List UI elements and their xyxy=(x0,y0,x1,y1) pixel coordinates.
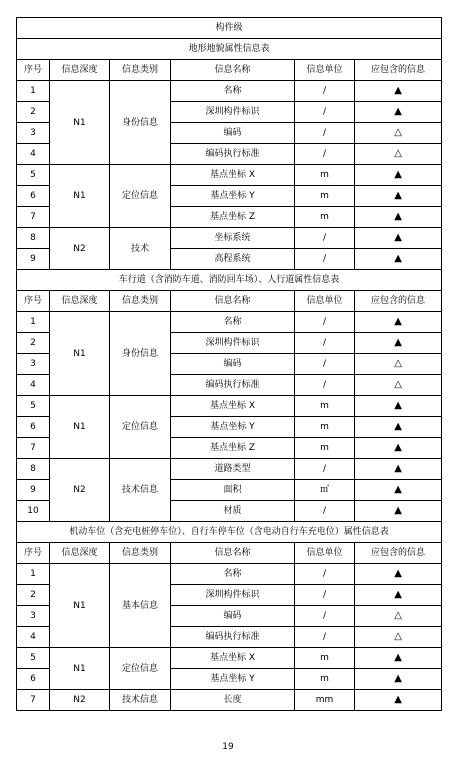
info-category: 基本信息 xyxy=(110,564,171,648)
info-name: 基点坐标 Z xyxy=(171,438,295,459)
info-name: 编码 xyxy=(171,606,295,627)
row-number: 8 xyxy=(17,459,50,480)
info-name: 基点坐标 X xyxy=(171,165,295,186)
table-row xyxy=(17,564,442,585)
table-row xyxy=(17,228,442,249)
required-mark: △ xyxy=(355,627,442,648)
column-header: 信息类别 xyxy=(110,291,171,312)
info-unit: m xyxy=(295,417,355,438)
info-unit: m xyxy=(295,438,355,459)
section-title-row xyxy=(17,39,442,60)
info-unit: / xyxy=(295,333,355,354)
table-row xyxy=(17,81,442,102)
info-unit: / xyxy=(295,354,355,375)
info-unit: / xyxy=(295,81,355,102)
info-depth: N1 xyxy=(50,396,110,459)
info-category: 技术信息 xyxy=(110,690,171,711)
row-number: 5 xyxy=(17,648,50,669)
column-header: 信息名称 xyxy=(171,291,295,312)
header-row xyxy=(17,291,442,312)
required-mark: ▲ xyxy=(355,207,442,228)
info-unit: / xyxy=(295,123,355,144)
info-name: 基点坐标 Y xyxy=(171,186,295,207)
column-header: 信息类别 xyxy=(110,543,171,564)
info-unit: / xyxy=(295,501,355,522)
info-name: 深圳构件标识 xyxy=(171,585,295,606)
required-mark: ▲ xyxy=(355,165,442,186)
info-unit: m xyxy=(295,186,355,207)
info-name: 深圳构件标识 xyxy=(171,102,295,123)
info-name: 基点坐标 Z xyxy=(171,207,295,228)
required-mark: ▲ xyxy=(355,417,442,438)
required-mark: ▲ xyxy=(355,690,442,711)
info-name: 名称 xyxy=(171,564,295,585)
required-mark: ▲ xyxy=(355,228,442,249)
row-number: 6 xyxy=(17,417,50,438)
info-unit: m xyxy=(295,207,355,228)
table-row xyxy=(17,396,442,417)
required-mark: ▲ xyxy=(355,333,442,354)
column-header: 应包含的信息 xyxy=(355,291,442,312)
row-number: 6 xyxy=(17,669,50,690)
required-mark: ▲ xyxy=(355,396,442,417)
info-depth: N1 xyxy=(50,81,110,165)
required-mark: ▲ xyxy=(355,648,442,669)
info-depth: N1 xyxy=(50,564,110,648)
info-unit: / xyxy=(295,228,355,249)
column-header: 序号 xyxy=(17,543,50,564)
column-header: 信息名称 xyxy=(171,543,295,564)
column-header: 序号 xyxy=(17,60,50,81)
info-name: 编码 xyxy=(171,354,295,375)
column-header: 信息名称 xyxy=(171,60,295,81)
info-depth: N1 xyxy=(50,165,110,228)
row-number: 2 xyxy=(17,333,50,354)
row-number: 7 xyxy=(17,690,50,711)
required-mark: △ xyxy=(355,606,442,627)
row-number: 3 xyxy=(17,123,50,144)
info-depth: N1 xyxy=(50,648,110,690)
info-name: 基点坐标 X xyxy=(171,648,295,669)
info-name: 材质 xyxy=(171,501,295,522)
required-mark: ▲ xyxy=(355,564,442,585)
info-unit: / xyxy=(295,606,355,627)
info-name: 编码执行标准 xyxy=(171,375,295,396)
section-title: 车行道（含消防车道、消防回车场）、人行道属性信息表 xyxy=(17,270,442,291)
info-category: 身份信息 xyxy=(110,81,171,165)
required-mark: ▲ xyxy=(355,186,442,207)
column-header: 信息深度 xyxy=(50,60,110,81)
info-unit: / xyxy=(295,459,355,480)
row-number: 7 xyxy=(17,438,50,459)
table-row xyxy=(17,459,442,480)
info-name: 基点坐标 Y xyxy=(171,417,295,438)
row-number: 2 xyxy=(17,102,50,123)
info-depth: N2 xyxy=(50,228,110,270)
info-name: 基点坐标 Y xyxy=(171,669,295,690)
required-mark: ▲ xyxy=(355,585,442,606)
info-category: 定位信息 xyxy=(110,396,171,459)
required-mark: ▲ xyxy=(355,102,442,123)
row-number: 1 xyxy=(17,81,50,102)
info-name: 编码执行标准 xyxy=(171,144,295,165)
info-category: 定位信息 xyxy=(110,648,171,690)
section-title: 地形地貌属性信息表 xyxy=(17,39,442,60)
section-title-row xyxy=(17,270,442,291)
info-unit: / xyxy=(295,249,355,270)
table-body xyxy=(17,18,442,711)
info-name: 名称 xyxy=(171,312,295,333)
row-number: 5 xyxy=(17,165,50,186)
column-header: 应包含的信息 xyxy=(355,543,442,564)
info-name: 坐标系统 xyxy=(171,228,295,249)
required-mark: ▲ xyxy=(355,312,442,333)
column-header: 信息深度 xyxy=(50,291,110,312)
header-row xyxy=(17,543,442,564)
info-unit: / xyxy=(295,312,355,333)
header-row xyxy=(17,60,442,81)
column-header: 信息单位 xyxy=(295,60,355,81)
column-header: 序号 xyxy=(17,291,50,312)
required-mark: ▲ xyxy=(355,480,442,501)
info-unit: m xyxy=(295,669,355,690)
required-mark: △ xyxy=(355,144,442,165)
info-name: 道路类型 xyxy=(171,459,295,480)
info-unit: m xyxy=(295,165,355,186)
table-row xyxy=(17,165,442,186)
info-unit: / xyxy=(295,585,355,606)
info-category: 身份信息 xyxy=(110,312,171,396)
row-number: 4 xyxy=(17,144,50,165)
table-row xyxy=(17,648,442,669)
info-depth: N1 xyxy=(50,312,110,396)
info-unit: / xyxy=(295,627,355,648)
row-number: 8 xyxy=(17,228,50,249)
table-row xyxy=(17,690,442,711)
info-unit: / xyxy=(295,564,355,585)
info-unit: m xyxy=(295,396,355,417)
info-category: 定位信息 xyxy=(110,165,171,228)
page-number: 19 xyxy=(222,742,234,752)
required-mark: △ xyxy=(355,375,442,396)
required-mark: ▲ xyxy=(355,459,442,480)
row-number: 3 xyxy=(17,606,50,627)
row-number: 1 xyxy=(17,564,50,585)
column-header: 应包含的信息 xyxy=(355,60,442,81)
info-unit: mm xyxy=(295,690,355,711)
required-mark: ▲ xyxy=(355,438,442,459)
row-number: 6 xyxy=(17,186,50,207)
row-number: 9 xyxy=(17,249,50,270)
section-title: 机动车位（含充电桩停车位）、自行车停车位（含电动自行车充电位）属性信息表 xyxy=(17,522,442,543)
row-number: 10 xyxy=(17,501,50,522)
row-number: 2 xyxy=(17,585,50,606)
info-name: 编码 xyxy=(171,123,295,144)
info-name: 编码执行标准 xyxy=(171,627,295,648)
column-header: 信息类别 xyxy=(110,60,171,81)
table-title: 构件级 xyxy=(17,18,442,39)
info-unit: / xyxy=(295,102,355,123)
table-row xyxy=(17,312,442,333)
info-unit: m xyxy=(295,648,355,669)
row-number: 5 xyxy=(17,396,50,417)
section-title-row xyxy=(17,522,442,543)
row-number: 1 xyxy=(17,312,50,333)
info-name: 高程系统 xyxy=(171,249,295,270)
required-mark: ▲ xyxy=(355,249,442,270)
attribute-table xyxy=(16,17,442,711)
info-name: 基点坐标 X xyxy=(171,396,295,417)
row-number: 9 xyxy=(17,480,50,501)
info-depth: N2 xyxy=(50,690,110,711)
info-depth: N2 xyxy=(50,459,110,522)
row-number: 4 xyxy=(17,375,50,396)
info-unit: / xyxy=(295,144,355,165)
required-mark: △ xyxy=(355,123,442,144)
column-header: 信息单位 xyxy=(295,291,355,312)
info-name: 名称 xyxy=(171,81,295,102)
info-unit: / xyxy=(295,375,355,396)
required-mark: △ xyxy=(355,354,442,375)
table-title-row xyxy=(17,18,442,39)
row-number: 3 xyxy=(17,354,50,375)
info-category: 技术信息 xyxy=(110,459,171,522)
info-unit: ㎡ xyxy=(295,480,355,501)
column-header: 信息深度 xyxy=(50,543,110,564)
row-number: 4 xyxy=(17,627,50,648)
info-name: 深圳构件标识 xyxy=(171,333,295,354)
info-name: 长度 xyxy=(171,690,295,711)
info-category: 技术 xyxy=(110,228,171,270)
required-mark: ▲ xyxy=(355,81,442,102)
required-mark: ▲ xyxy=(355,501,442,522)
column-header: 信息单位 xyxy=(295,543,355,564)
info-name: 面积 xyxy=(171,480,295,501)
required-mark: ▲ xyxy=(355,669,442,690)
row-number: 7 xyxy=(17,207,50,228)
